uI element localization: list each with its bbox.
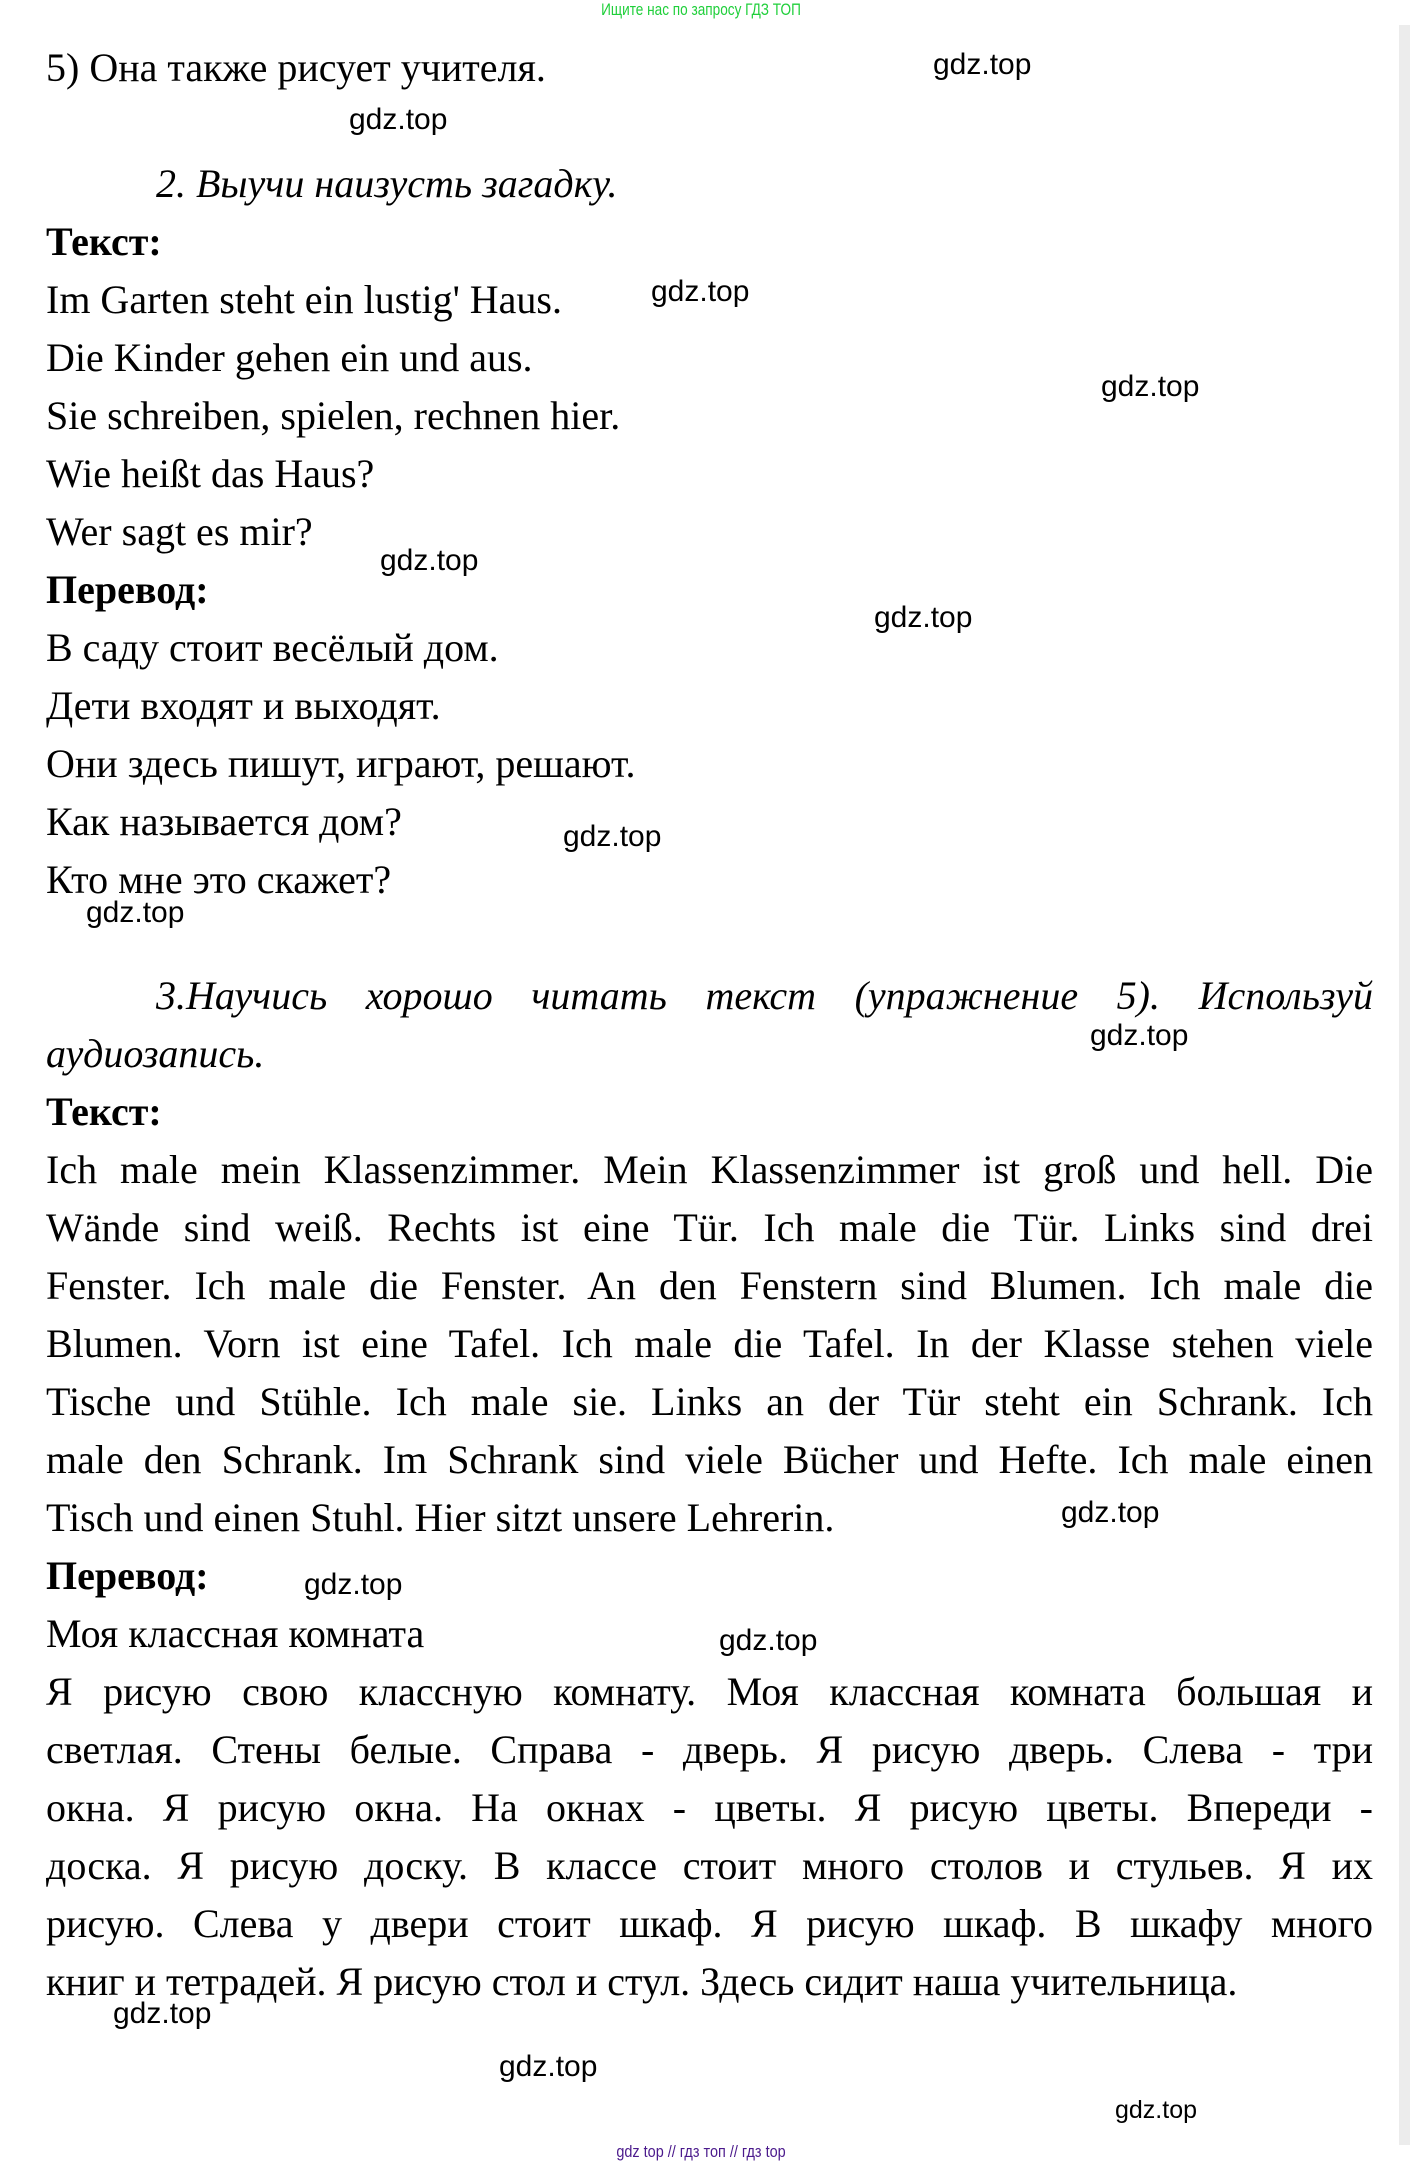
task3-title-line: аудиозапись. xyxy=(46,1031,265,1076)
task3-text-line: male den Schrank. Im Schrank sind viele Bücher und Hefte. Ich male einen xyxy=(46,1437,1373,1482)
watermark: gdz.top xyxy=(719,1624,818,1657)
task3-text-line: Tische und Stühle. Ich male sie. Links an der Tür steht ein Schrank. Ich xyxy=(46,1379,1373,1424)
task2-text-line: Wie heißt das Haus? xyxy=(46,451,375,496)
watermark: gdz.top xyxy=(1115,2096,1198,2124)
watermark: gdz.top xyxy=(1101,370,1200,403)
watermark: gdz.top xyxy=(1090,1019,1189,1052)
task3-translation-line: книг и тетрадей. Я рисую стол и стул. Здесь сидит наша учительница. xyxy=(46,1959,1238,2004)
task2-text-line: Wer sagt es mir? xyxy=(46,509,313,554)
task2-text-line: Sie schreiben, spielen, rechnen hier. xyxy=(46,393,621,438)
task3-translation-line: светлая. Стены белые. Справа - дверь. Я рисую дверь. Слева - три xyxy=(46,1727,1373,1772)
task2-translation-line: В саду стоит весёлый дом. xyxy=(46,625,499,670)
task2-translation-label: Перевод: xyxy=(46,567,209,612)
task3-text-line: Blumen. Vorn ist eine Tafel. Ich male die Tafel. In der Klasse stehen viele xyxy=(46,1321,1373,1366)
task2-translation-line: Дети входят и выходят. xyxy=(46,683,441,728)
task3-text-line: Tisch und einen Stuhl. Hier sitzt unsere Lehrerin. xyxy=(46,1495,835,1540)
watermark: gdz.top xyxy=(563,820,662,853)
task3-text-label: Текст: xyxy=(46,1089,162,1134)
watermark: gdz.top xyxy=(349,103,448,136)
watermark: gdz.top xyxy=(1061,1496,1160,1529)
blank-line xyxy=(46,97,1373,155)
watermark: gdz.top xyxy=(86,896,185,929)
task2-text-label: Текст: xyxy=(46,219,162,264)
task2-text-line: Im Garten steht ein lustig' Haus. xyxy=(46,277,562,322)
task3-title-line: 3.Научись хорошо читать текст (упражнение 5). Используй xyxy=(156,973,1373,1018)
watermark: gdz.top xyxy=(874,601,973,634)
task3-text-line: Ich male mein Klassenzimmer. Mein Klassenzimmer ist groß und hell. Die xyxy=(46,1147,1373,1192)
task2-translation-line: Они здесь пишут, играют, решают. xyxy=(46,741,636,786)
task3-text-line: Wände sind weiß. Rechts ist eine Tür. Ich male die Tür. Links sind drei xyxy=(46,1205,1373,1250)
watermark: gdz.top xyxy=(499,2050,598,2083)
task3-translation-title: Моя классная комната xyxy=(46,1611,425,1656)
task3-text-line: Fenster. Ich male die Fenster. An den Fenstern sind Blumen. Ich male die xyxy=(46,1263,1373,1308)
intro-line: 5) Она также рисует учителя. xyxy=(46,45,546,90)
footer-banner[interactable]: gdz top // гдз топ // гдз top xyxy=(616,2142,786,2161)
task2-title: 2. Выучи наизусть загадку. xyxy=(156,161,618,206)
task3-translation-line: окна. Я рисую окна. На окнах - цветы. Я рисую цветы. Впереди - xyxy=(46,1785,1373,1830)
watermark: gdz.top xyxy=(113,1997,212,2030)
task3-translation-line: доска. Я рисую доску. В классе стоит много столов и стульев. Я их xyxy=(46,1843,1373,1888)
task3-translation-line: рисую. Слева у двери стоит шкаф. Я рисую шкаф. В шкафу много xyxy=(46,1901,1373,1946)
watermark: gdz.top xyxy=(380,544,479,577)
task3-translation-label: Перевод: xyxy=(46,1553,209,1598)
watermark: gdz.top xyxy=(933,48,1032,81)
watermark: gdz.top xyxy=(304,1568,403,1601)
scrollbar[interactable] xyxy=(1399,25,1410,2145)
task2-translation-line: Кто мне это скажет? xyxy=(46,857,392,902)
task3-translation-line: Я рисую свою классную комнату. Моя классная комната большая и xyxy=(46,1669,1373,1714)
header-banner: Ищите нас по запросу ГДЗ ТОП xyxy=(601,0,801,19)
task2-translation-line: Как называется дом? xyxy=(46,799,402,844)
task2-text-line: Die Kinder gehen ein und aus. xyxy=(46,335,533,380)
blank-line xyxy=(46,909,1373,967)
watermark: gdz.top xyxy=(651,275,750,308)
